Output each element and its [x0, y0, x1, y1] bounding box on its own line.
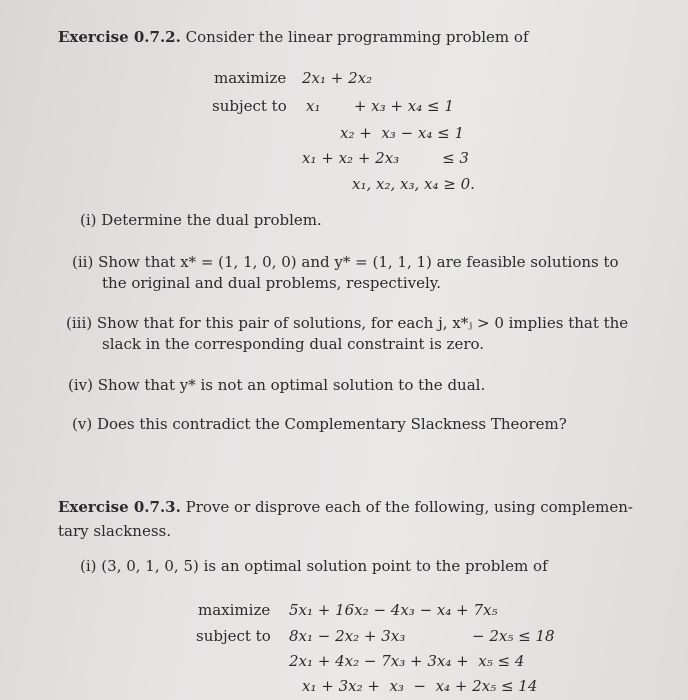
part-text: Show that for this pair of solutions, for each j, x*ⱼ > 0 implies that the	[96, 314, 629, 332]
part-text: the original and dual problems, respectively.	[102, 274, 442, 292]
lp-constraint: 8x₁ − 2x₂ + 3x₃ − 2x₅ ≤ 18	[289, 627, 555, 645]
exercise-intro: Consider the linear programming problem of	[185, 28, 529, 46]
exercise-heading	[58, 497, 633, 517]
exercise-heading	[58, 27, 529, 47]
lp-constraint: 2x₁ + 4x₂ − 7x₃ + 3x₄ + x₅ ≤ 4	[289, 652, 525, 670]
exercise-title: Exercise 0.7.3.	[58, 498, 181, 516]
exercise-part	[72, 252, 619, 294]
lp-objective: 5x₁ + 16x₂ − 4x₃ − x₄ + 7x₅	[289, 601, 498, 619]
exercise-part	[72, 414, 567, 435]
part-label: (i)	[80, 211, 97, 229]
exercise-part	[68, 375, 485, 396]
part-text: Determine the dual problem.	[101, 211, 322, 229]
lp-maximize-label: maximize	[214, 69, 287, 87]
lp-objective: 2x₁ + 2x₂	[302, 69, 373, 87]
exercise-part	[80, 556, 548, 577]
part-text: (3, 0, 1, 0, 5) is an optimal solution point to the problem of	[101, 557, 548, 575]
part-text: Does this contradict the Complementary Slackness Theorem?	[96, 415, 567, 433]
lp-constraint: x₂ + x₃ − x₄ ≤ 1	[340, 124, 465, 142]
lp-constraint: x₁ + x₂ + 2x₃ ≤ 3	[302, 149, 469, 167]
part-text: Show that x* = (1, 1, 0, 0) and y* = (1, 1, 1) are feasible solutions to	[98, 253, 619, 271]
lp-subject-label: subject to	[196, 627, 271, 645]
part-text: Show that y* is not an optimal solution to the dual.	[97, 376, 486, 394]
part-label: (ii)	[72, 253, 94, 271]
exercise-intro-continued: tary slackness.	[58, 522, 172, 540]
part-label: (i)	[80, 557, 97, 575]
exercise-part	[80, 210, 322, 231]
part-label: (iv)	[68, 376, 93, 394]
part-label: (v)	[72, 415, 93, 433]
part-text: slack in the corresponding dual constraint is zero.	[102, 335, 485, 353]
lp-subject-label: subject to	[212, 97, 287, 115]
part-label: (iii)	[66, 314, 93, 332]
lp-constraint: x₁ + 3x₂ + x₃ − x₄ + 2x₅ ≤ 14	[302, 677, 538, 695]
exercise-intro: Prove or disprove each of the following, using complemen-	[185, 498, 633, 516]
lp-maximize-label: maximize	[198, 601, 271, 619]
lp-nonnegativity: x₁, x₂, x₃, x₄ ≥ 0.	[352, 175, 475, 193]
exercise-part	[66, 313, 628, 355]
lp-constraint: x₁ + x₃ + x₄ ≤ 1	[306, 97, 454, 115]
exercise-title: Exercise 0.7.2.	[58, 28, 181, 46]
